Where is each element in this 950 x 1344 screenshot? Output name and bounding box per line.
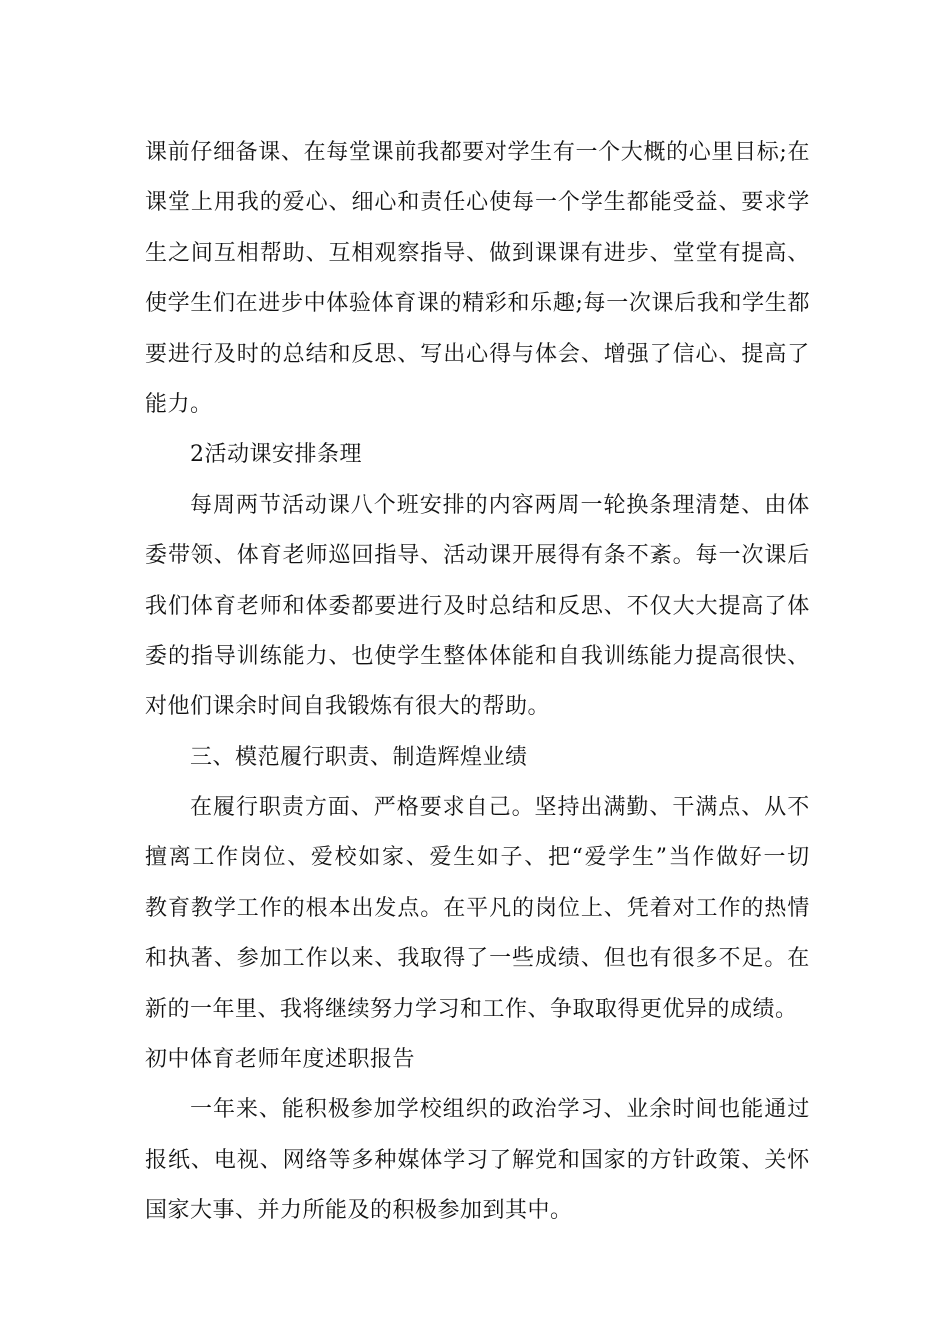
text-line: 课 前 仔 细 备 课 、 在 每 堂 课 前 我 都 要 对 学 生 有 一 个 大 概 的 心 里 目 标 ; 在 <box>145 140 810 165</box>
text-line: 生 之 间 互 相 帮 助 、 互 相 观 察 指 导 、 做 到 课 课 有 进 步 、 堂 堂 有 提 高 、 <box>145 240 810 266</box>
text-line: 和 执 著 、 参 加 工 作 以 来 、 我 取 得 了 一 些 成 绩 、 但 也 有 很 多 不 足 。 在 <box>145 946 810 972</box>
text-line: 国家大事、并力所能及的积极参加到其中。 <box>145 1198 573 1224</box>
text-line: 初中体育老师年度述职报告 <box>145 1047 416 1073</box>
text-line: 擅 离 工 作 岗 位 、 爱 校 如 家 、 爱 生 如 子 、 把 “ 爱 学 生 ” 当 作 做 好 一 切 <box>145 845 810 871</box>
text-line: 使 学 生 们 在 进 步 中 体 验 体 育 课 的 精 彩 和 乐 趣 ; 每 一 次 课 后 我 和 学 生 都 <box>145 291 810 317</box>
text-line: 报 纸 、 电 视 、 网 络 等 多 种 媒 体 学 习 了 解 党 和 国 家 的 方 针 政 策 、 关 怀 <box>145 1147 810 1173</box>
text-line: 要 进 行 及 时 的 总 结 和 反 思 、 写 出 心 得 与 体 会 、 增 强 了 信 心 、 提 高 了 <box>145 341 810 367</box>
text-line: 一 年 来 、 能 积 极 参 加 学 校 组 织 的 政 治 学 习 、 业 余 时 间 也 能 通 过 <box>190 1097 810 1123</box>
document-body <box>145 128 810 1237</box>
text-line: 在 履 行 职 责 方 面 、 严 格 要 求 自 己 。 坚 持 出 满 勤 、 干 满 点 、 从 不 <box>190 795 810 821</box>
text-line: 教 育 教 学 工 作 的 根 本 出 发 点 。 在 平 凡 的 岗 位 上 、 凭 着 对 工 作 的 热 情 <box>145 895 810 921</box>
text-line: 课 堂 上 用 我 的 爱 心 、 细 心 和 责 任 心 使 每 一 个 学 生 都 能 受 益 、 要 求 学 <box>145 190 810 216</box>
text-line: 委 的 指 导 训 练 能 力 、 也 使 学 生 整 体 体 能 和 自 我 训 练 能 力 提 高 很 快 、 <box>145 643 810 669</box>
text-line: 委 带 领 、 体 育 老 师 巡 回 指 导 、 活 动 课 开 展 得 有 条 不 紊 。 每 一 次 课 后 <box>145 543 810 569</box>
text-line: 能力。 <box>145 391 213 417</box>
text-line: 2活动课安排条理 <box>190 442 362 468</box>
text-line: 新的一年里、我将继续努力学习和工作、争取取得更优异的成绩。 <box>145 996 798 1022</box>
text-line: 三、模范履行职责、制造辉煌业绩 <box>190 744 528 770</box>
text-line: 我 们 体 育 老 师 和 体 委 都 要 进 行 及 时 总 结 和 反 思 、 不 仅 大 大 提 高 了 体 <box>145 593 810 619</box>
text-line: 每 周 两 节 活 动 课 八 个 班 安 排 的 内 容 两 周 一 轮 换 条 理 清 楚 、 由 体 <box>190 492 810 518</box>
text-line: 对他们课余时间自我锻炼有很大的帮助。 <box>145 694 551 720</box>
